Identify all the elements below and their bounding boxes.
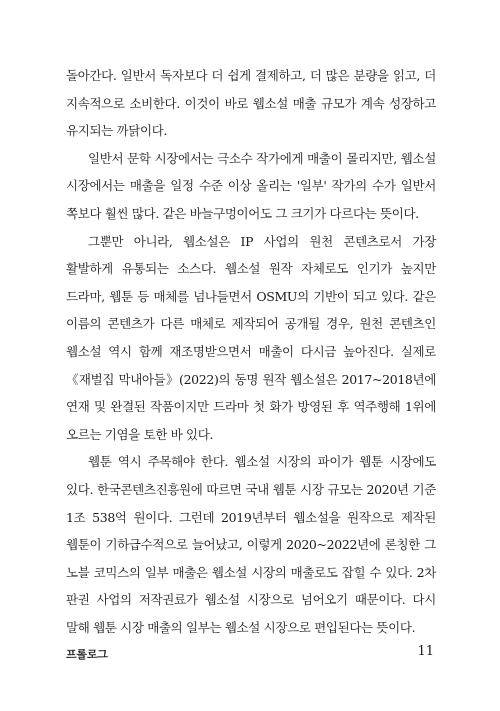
section-label: 프롤로그 [66,648,108,661]
paragraph-ip-business: 그뿐만 아니라, 웹소설은 IP 사업의 원천 콘텐츠로서 가장 활발하게 유통되는 소스다. 웹소설 원작 자체로도 인기가 높지만 드라마, 웹툰 등 매체를 넘나들면서 OSMU의 기반이 되고 있다. 같은 이름의 콘텐츠가 다른 매체로 제작되어 공개될 경우, 원천 콘텐츠인 웹소설 역시 함께 재조명받으면서 매출이 다시금 높아진다. 실제로 《재벌집 막내아들》(2022)의 동명 원작 웹소설은 2017~2018년에 연재 및 완결된 작품이지만 드라마 첫 화가 방영된 후 역주행해 1위에 오르는 기염을 토한 바 있다. [66,233,436,442]
paragraph-literature-market: 일반서 문학 시장에서는 극소수 작가에게 매출이 몰리지만, 웹소설 시장에서는 매출을 일정 수준 이상 올리는 '일부' 작가의 수가 일반서 쪽보다 훨씬 많다. 같은 바늘구멍이어도 그 크기가 다르다는 뜻이다. [66,150,436,221]
paragraph-continuation: 돌아간다. 일반서 독자보다 더 쉽게 결제하고, 더 많은 분량을 읽고, 더 지속적으로 소비한다. 이것이 바로 웹소설 매출 규모가 계속 성장하고 유지되는 까닭이다. [66,68,436,139]
page-number: 11 [417,644,434,659]
body-text [66,62,436,641]
paragraph-webtoon-market: 웹툰 역시 주목해야 한다. 웹소설 시장의 파이가 웹툰 시장에도 있다. 한국콘텐츠진흥원에 따르면 국내 웹툰 시장 규모는 2020년 기준 1조 538억 원이다. 그런데 2019년부터 웹소설을 원작으로 제작된 웹툰이 기하급수적으로 늘어났고, 이렇게 2020~2022년에 론칭한 그 노블 코믹스의 일부 매출은 웹소설 시장의 매출로도 잡힐 수 있다. 2차 판권 사업의 저작권료가 웹소설 시장으로 넘어오기 때문이다. 다시 말해 웹툰 시장 매출의 일부는 웹소설 시장으로 편입된다는 뜻이다. [66,454,436,635]
